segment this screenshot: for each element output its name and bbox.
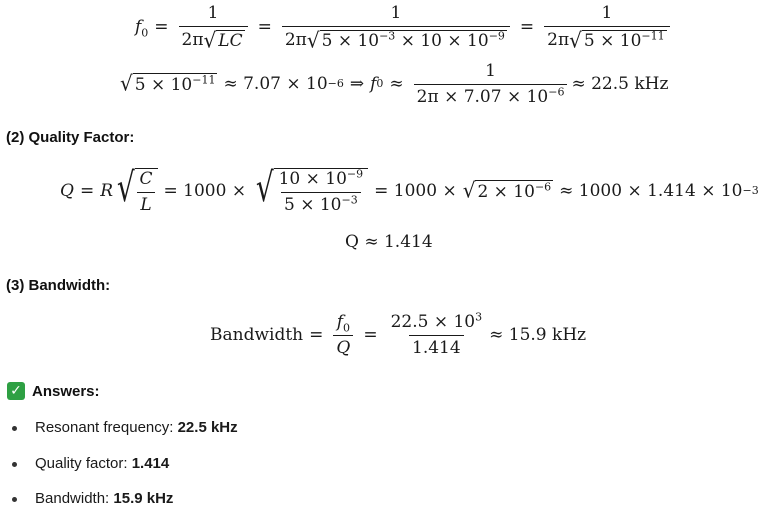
fraction-3: 1 2π √ $5 \times 10^{-11}$ <box>544 4 669 50</box>
fraction-numeric-bandwidth: $\frac{22.5 \times 10^3}{1.414}$ <box>390 310 483 358</box>
list-item: Quality factor: 1.414 <box>12 455 169 472</box>
list-item: Resonant frequency: 22.5 kHz <box>12 419 238 436</box>
equation-f0-result: √ $5 \times 10^{-11}$ ≈ 7.07 × 10 −6 ⇒ f 0 ≈ $\frac{1}{2\pi \times 7.07 \times 10^{-6}}$ ≈ 22.5 kHz <box>120 61 669 107</box>
equation-q-result: Q ≈ 1.414 <box>345 232 433 252</box>
f0-symbol: $f_0$ <box>135 17 149 40</box>
bullet-icon <box>12 462 17 467</box>
fraction-2: 1 2π √ $5 \times 10^{-3} \times 10 \times 10^{-9}$ <box>282 4 510 50</box>
equation-quality-factor: Q = R √ $\frac{C}{L}$ = 1000 × √ $\frac{10 \times 10^{-9}}{5 \times 10^{-3}}$ = 1000 × √ $2 \times 10^{-6}$ ≈ 1000 × 1.414 × 10 −3 <box>60 165 759 215</box>
check-icon: ✓ <box>7 382 25 400</box>
list-item: Bandwidth: 15.9 kHz <box>12 490 173 507</box>
equation-f0-definition: $f_0$ = 1 2π √ LC = 1 2π √ $5 \times 10^{-3} \times 10 \times 10^{-9}$ = 1 2π √ $5 \times 10^{-11}$ <box>135 4 674 50</box>
bullet-icon <box>12 426 17 431</box>
fraction-f0-numeric: $\frac{1}{2\pi \times 7.07 \times 10^{-6}}$ <box>414 62 568 106</box>
equation-bandwidth: Bandwidth = $\frac{f_0}{Q}$ = $\frac{22.5 \times 10^3}{1.414}$ ≈ 15.9 kHz <box>210 310 587 358</box>
heading-quality-factor: (2) Quality Factor: <box>6 129 135 146</box>
heading-answers: Answers: <box>32 383 100 400</box>
fraction-f0-over-q: $\frac{f_0}{Q}$ <box>333 313 353 357</box>
bullet-icon <box>12 497 17 502</box>
fraction-1: 1 2π √ LC <box>179 4 248 50</box>
heading-bandwidth: (3) Bandwidth: <box>6 277 111 294</box>
